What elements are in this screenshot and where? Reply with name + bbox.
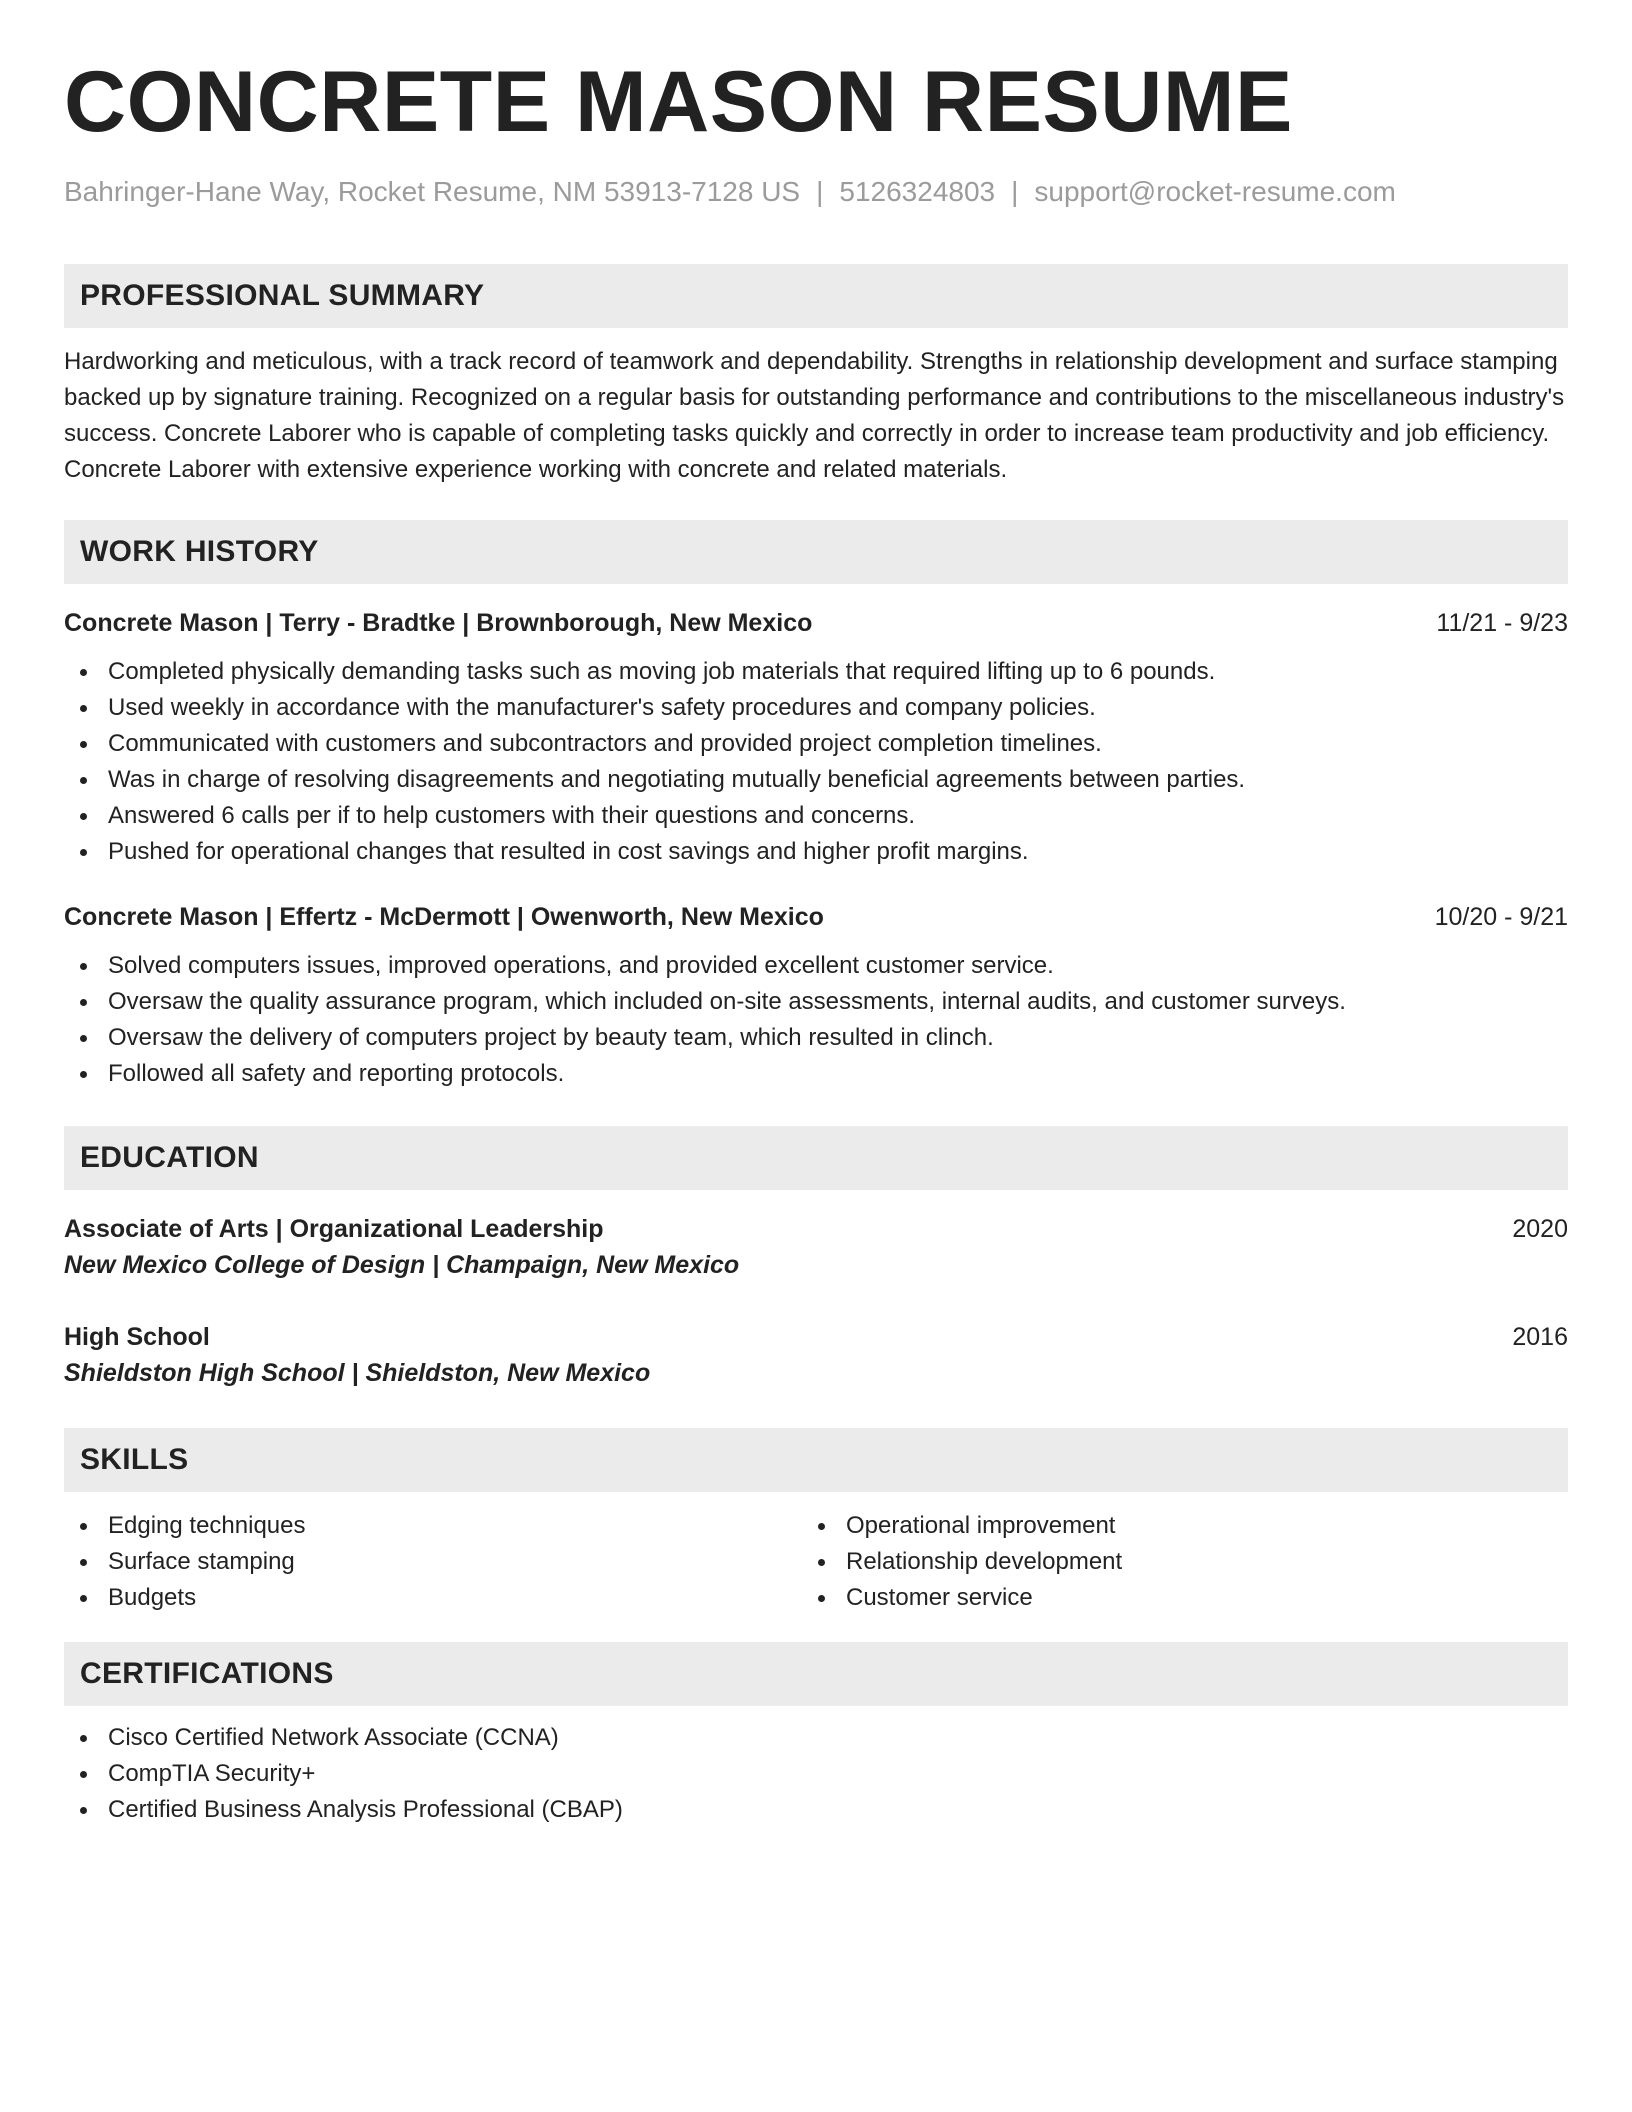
section-header-work-history: WORK HISTORY	[64, 520, 1568, 584]
job-bullet: Was in charge of resolving disagreements and negotiating mutually beneficial agreements between parties.	[64, 762, 1568, 798]
job-bullet: Solved computers issues, improved operations, and provided excellent customer service.	[64, 948, 1568, 984]
skills-list	[802, 1508, 1568, 1616]
education-year: 2016	[1512, 1323, 1568, 1351]
education-header	[64, 1320, 1568, 1354]
skills-columns	[64, 1508, 1568, 1616]
job-bullet: Answered 6 calls per if to help customers with their questions and concerns.	[64, 798, 1568, 834]
skill-item: Surface stamping	[64, 1544, 802, 1580]
skill-item: Budgets	[64, 1580, 802, 1616]
section-header-certifications: CERTIFICATIONS	[64, 1642, 1568, 1706]
job-dates: 10/20 - 9/21	[1434, 903, 1568, 931]
job-bullet: Pushed for operational changes that resulted in cost savings and higher profit margins.	[64, 834, 1568, 870]
job-entry	[64, 606, 1568, 870]
contact-separator: |	[816, 176, 824, 207]
job-bullet-list	[64, 948, 1568, 1092]
education-school: Shieldston High School | Shieldston, New Mexico	[64, 1359, 651, 1387]
skills-column-right	[802, 1508, 1568, 1616]
job-bullet: Oversaw the delivery of computers project by beauty team, which resulted in clinch.	[64, 1020, 1568, 1056]
education-entry	[64, 1320, 1568, 1392]
skill-item: Operational improvement	[802, 1508, 1568, 1544]
job-dates: 11/21 - 9/23	[1436, 609, 1568, 637]
contact-separator: |	[1011, 176, 1019, 207]
job-bullet: Followed all safety and reporting protocols.	[64, 1056, 1568, 1092]
skills-column-left	[64, 1508, 802, 1616]
resume-title: CONCRETE MASON RESUME	[64, 54, 1293, 150]
education-entry	[64, 1212, 1568, 1284]
job-entry	[64, 900, 1568, 1092]
section-header-summary: PROFESSIONAL SUMMARY	[64, 264, 1568, 328]
education-school: New Mexico College of Design | Champaign, New Mexico	[64, 1251, 740, 1279]
job-title: Concrete Mason | Terry - Bradtke | Brownborough, New Mexico	[64, 609, 813, 637]
education-year: 2020	[1512, 1215, 1568, 1243]
certification-item: CompTIA Security+	[64, 1756, 1568, 1792]
job-bullet: Completed physically demanding tasks such as moving job materials that required lifting up to 6 pounds.	[64, 654, 1568, 690]
education-degree: Associate of Arts | Organizational Leadership	[64, 1215, 604, 1243]
contact-address: Bahringer-Hane Way, Rocket Resume, NM 53913-7128 US	[64, 176, 801, 207]
education-header	[64, 1212, 1568, 1246]
section-header-education: EDUCATION	[64, 1126, 1568, 1190]
summary-text: Hardworking and meticulous, with a track record of teamwork and dependability. Strengths in relationship development and surface stamping backed up by signature training. Recognized on a regular basis for outstanding performance and contributions to the miscellaneous industry's success. Concrete Laborer who is capable of completing tasks quickly and correctly in order to increase team productivity and job efficiency. Concrete Laborer with extensive experience working with concrete and related materials.	[64, 348, 1565, 483]
job-bullet: Communicated with customers and subcontractors and provided project completion timelines.	[64, 726, 1568, 762]
certifications-list	[64, 1720, 1568, 1828]
job-title: Concrete Mason | Effertz - McDermott | Owenworth, New Mexico	[64, 903, 824, 931]
job-bullet-list	[64, 654, 1568, 870]
skill-item: Customer service	[802, 1580, 1568, 1616]
skills-list	[64, 1508, 802, 1616]
job-bullet: Oversaw the quality assurance program, which included on-site assessments, internal audits, and customer surveys.	[64, 984, 1568, 1020]
education-degree: High School	[64, 1323, 210, 1351]
job-bullet: Used weekly in accordance with the manufacturer's safety procedures and company policies.	[64, 690, 1568, 726]
contact-line	[64, 174, 1568, 210]
job-header	[64, 900, 1568, 934]
job-header	[64, 606, 1568, 640]
skill-item: Edging techniques	[64, 1508, 802, 1544]
skill-item: Relationship development	[802, 1544, 1568, 1580]
contact-email: support@rocket-resume.com	[1034, 176, 1396, 207]
certification-item: Cisco Certified Network Associate (CCNA)	[64, 1720, 1568, 1756]
section-header-skills: SKILLS	[64, 1428, 1568, 1492]
certification-item: Certified Business Analysis Professional (CBAP)	[64, 1792, 1568, 1828]
contact-phone: 5126324803	[839, 176, 996, 207]
